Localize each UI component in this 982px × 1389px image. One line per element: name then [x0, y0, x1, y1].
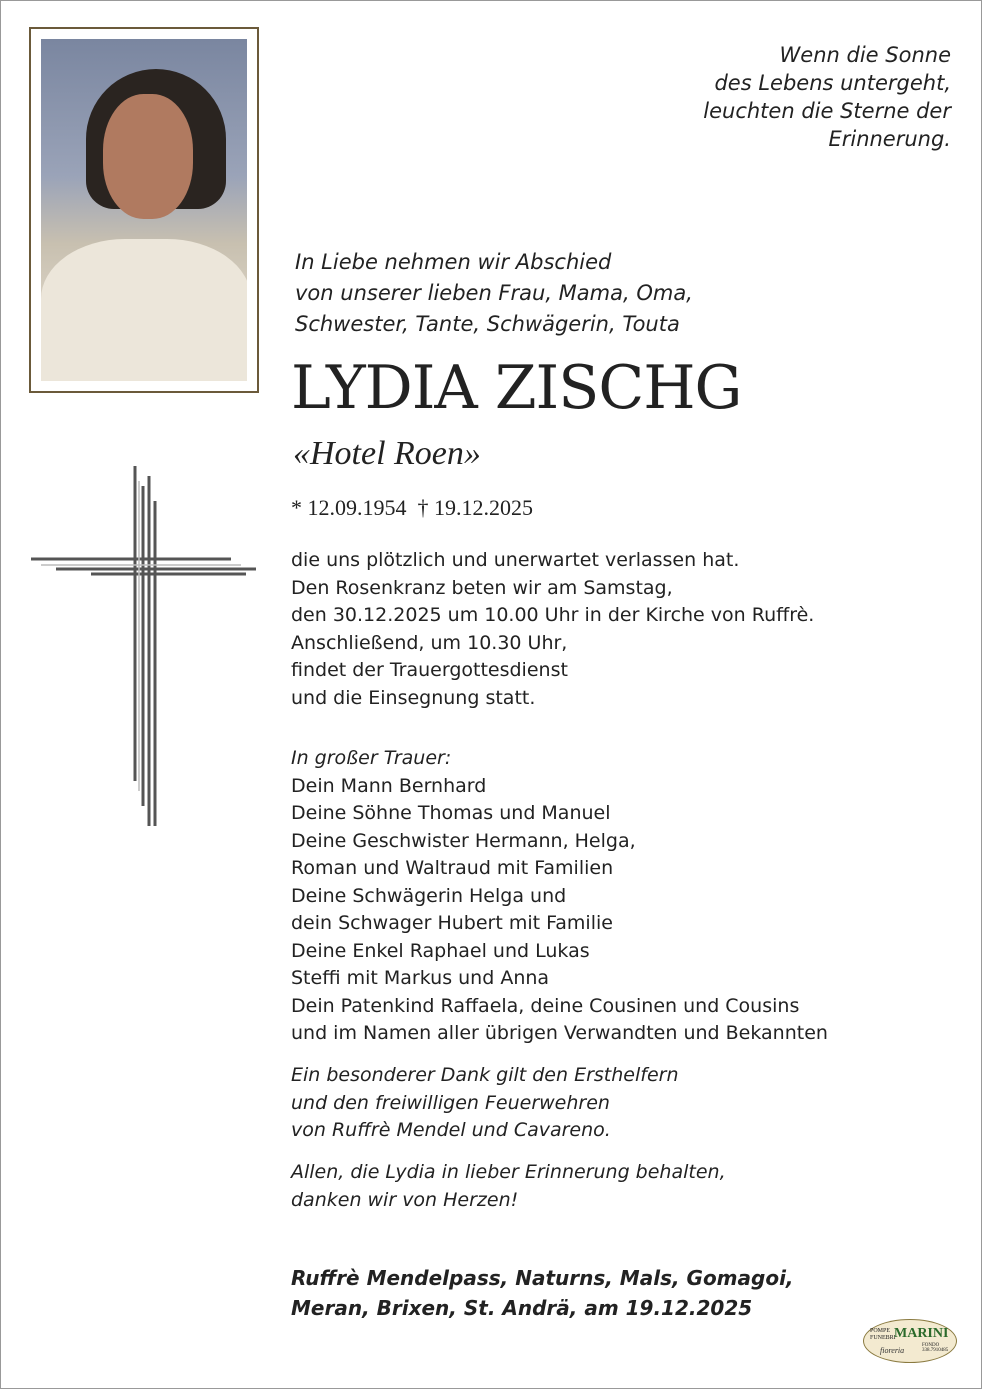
portrait-frame: [29, 27, 259, 393]
intro-line: In Liebe nehmen wir Abschied: [295, 250, 612, 274]
mourner-line: Deine Schwägerin Helga und: [291, 884, 567, 907]
birth-date: * 12.09.1954: [291, 495, 407, 520]
text-line: von Ruffrè Mendel und Cavareno.: [291, 1119, 611, 1141]
nickname: «Hotel Roen»: [293, 435, 481, 472]
logo-contact: FONDO 338.7910485: [922, 1343, 949, 1353]
mourner-line: Dein Patenkind Raffaela, deine Cousinen und Cousins: [291, 994, 800, 1017]
text-line: Den Rosenkranz beten wir am Samstag,: [291, 576, 673, 599]
text-line: Anschließend, um 10.30 Uhr,: [291, 631, 568, 654]
intro-line: Schwester, Tante, Schwägerin, Touta: [295, 312, 680, 336]
logo-sub: fioreria: [880, 1346, 905, 1355]
text-line: den 30.12.2025 um 10.00 Uhr in der Kirche von Ruffrè.: [291, 604, 815, 626]
deceased-name: LYDIA ZISCHG: [291, 353, 742, 423]
text-line: Ruffrè Mendelpass, Naturns, Mals, Gomagoi,: [291, 1266, 794, 1290]
mourners-list: [291, 745, 828, 1048]
text-line: Allen, die Lydia in lieber Erinnerung behalten,: [291, 1161, 726, 1183]
text-line: die uns plötzlich und unerwartet verlassen hat.: [291, 549, 740, 571]
quote-line: Erinnerung.: [828, 127, 951, 151]
thanks-text: [291, 1062, 679, 1145]
mourner-line: Dein Mann Bernhard: [291, 774, 487, 797]
announcement-text: [291, 547, 814, 712]
cross-icon: [31, 461, 261, 831]
funeral-home-logo: [863, 1319, 957, 1363]
text-line: danken wir von Herzen!: [291, 1188, 519, 1211]
epigraph-quote: [703, 41, 951, 153]
text-line: Meran, Brixen, St. Andrä, am 19.12.2025: [291, 1296, 753, 1320]
life-dates: [291, 495, 533, 521]
logo-text: POMPE FUNEBRI: [870, 1328, 896, 1341]
text-line: Ein besonderer Dank gilt den Ersthelfern: [291, 1064, 679, 1086]
text-line: und den freiwilligen Feuerwehren: [291, 1091, 610, 1114]
mourners-heading: In großer Trauer:: [291, 747, 452, 769]
quote-line: Wenn die Sonne: [779, 43, 951, 67]
quote-line: leuchten die Sterne der: [703, 99, 951, 123]
mourner-line: dein Schwager Hubert mit Familie: [291, 912, 613, 934]
mourner-line: Deine Söhne Thomas und Manuel: [291, 802, 611, 824]
closing-text: [291, 1159, 726, 1214]
mourner-line: und im Namen aller übrigen Verwandten und Bekannten: [291, 1022, 828, 1044]
places-and-date: [291, 1263, 794, 1323]
mourner-line: Steffi mit Markus und Anna: [291, 967, 550, 989]
text-line: findet der Trauergottesdienst: [291, 659, 568, 681]
text-line: und die Einsegnung statt.: [291, 686, 536, 709]
logo-brand: MARINI: [894, 1326, 949, 1341]
mourner-line: Deine Geschwister Hermann, Helga,: [291, 829, 636, 852]
quote-line: des Lebens untergeht,: [714, 71, 951, 95]
death-date: † 19.12.2025: [417, 495, 533, 520]
intro-line: von unserer lieben Frau, Mama, Oma,: [295, 281, 693, 305]
mourner-line: Roman und Waltraud mit Familien: [291, 857, 614, 879]
mourner-line: Deine Enkel Raphael und Lukas: [291, 939, 590, 962]
intro-text: [295, 247, 693, 340]
portrait-photo: [41, 39, 247, 381]
